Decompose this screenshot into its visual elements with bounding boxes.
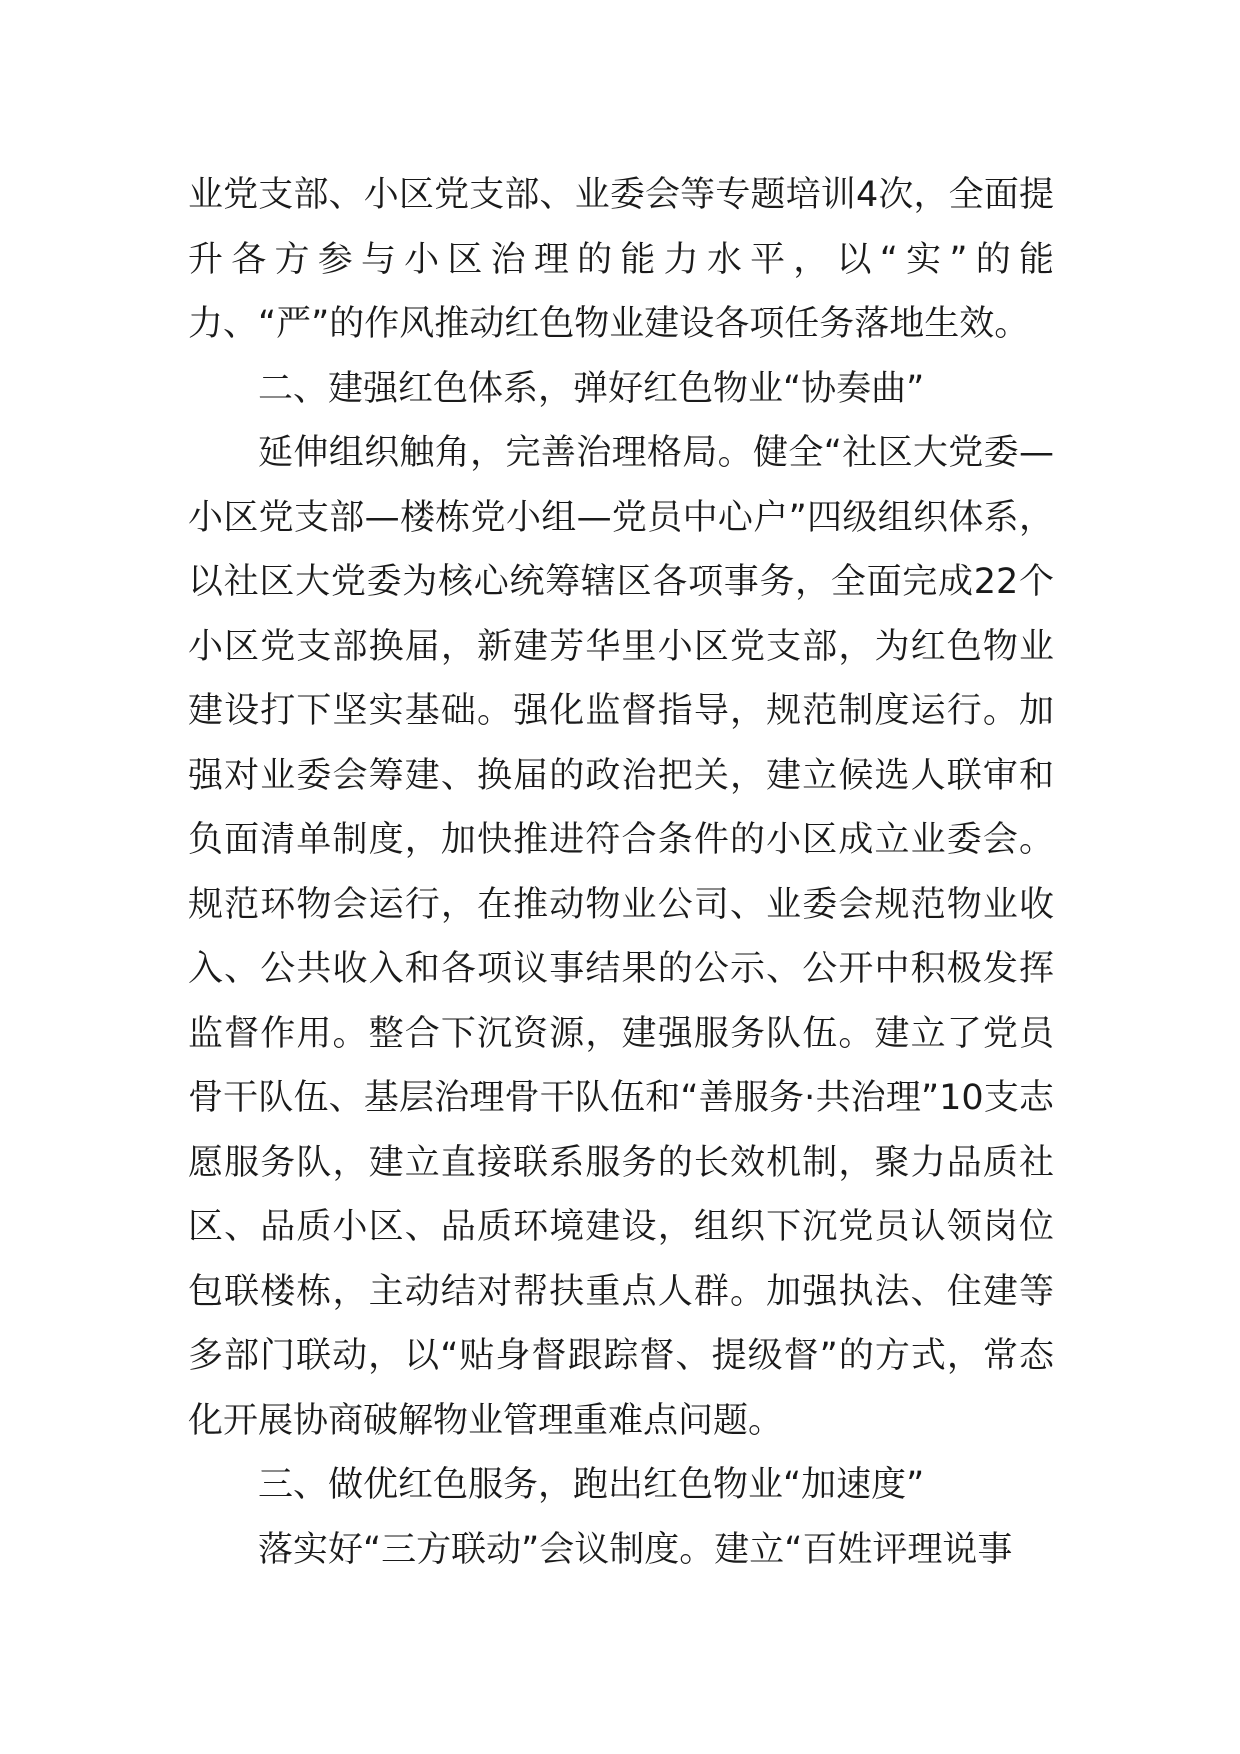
paragraph-continuation: 业党支部、小区党支部、业委会等专题培训4次，全面提升各方参与小区治理的能力水平，以“实”的能力、“严”的作风推动红色物业建设各项任务落地生效。 [188, 175, 1054, 344]
document-page [188, 163, 1054, 1582]
paragraph-body-three: 落实好“三方联动”会议制度。建立“百姓评理说事 [258, 1529, 1013, 1570]
paragraph-body-two: 延伸组织触角，完善治理格局。健全“社区大党委—小区党支部—楼栋党小组—党员中心户”四级组织体系，以社区大党委为核心统筹辖区各项事务，全面完成22个小区党支部换届，新建芳华里小区党支部，为红色物业建设打下坚实基础。强化监督指导，规范制度运行。加强对业委会筹建、换届的政治把关，建立候选人联审和负面清单制度，加快推进符合条件的小区成立业委会。规范环物会运行，在推动物业公司、业委会规范物业收入、公共收入和各项议事结果的公示、公开中积极发挥监督作用。整合下沉资源，建强服务队伍。建立了党员骨干队伍、基层治理骨干队伍和“善服务·共治理”10支志愿服务队，建立直接联系服务的长效机制，聚力品质社区、品质小区、品质环境建设，组织下沉党员认领岗位包联楼栋，主动结对帮扶重点人群。加强执法、住建等多部门联动，以“贴身督跟踪督、提级督”的方式，常态化开展协商破解物业管理重难点问题。 [188, 433, 1054, 1441]
section-heading-three: 三、做优红色服务，跑出红色物业“加速度” [258, 1465, 925, 1505]
section-heading-two: 二、建强红色体系，弹好红色物业“协奏曲” [258, 368, 925, 409]
